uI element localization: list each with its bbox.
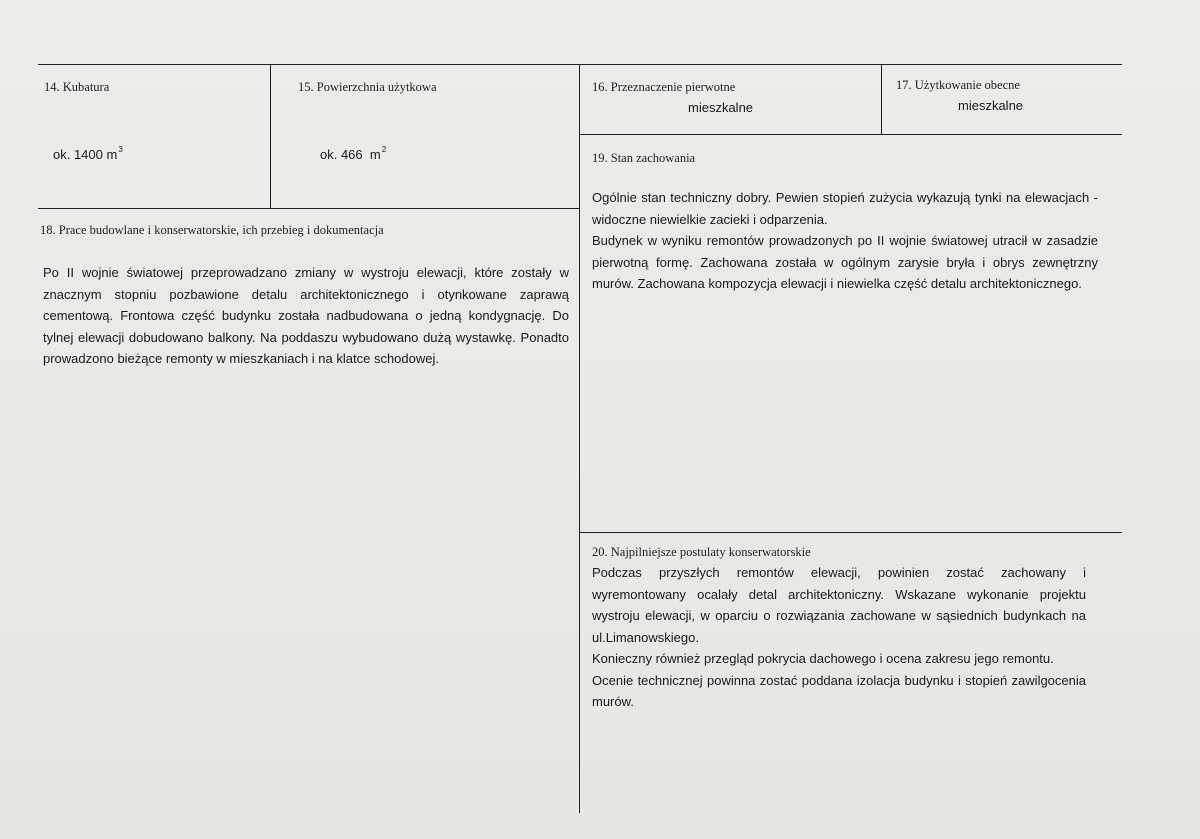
center-divider — [579, 64, 580, 813]
field-16-value: mieszkalne — [688, 100, 754, 115]
field-18-text: Po II wojnie światowej przeprowadzano zmiany w wystroju elewacji, które zostały w znacznym stopniu pozbawione detalu architektonicznego i otynkowane zaprawą cementową. Frontowa część budynku została nadbudowana o jedną kondygnację. Do tylnej elewacji dobudowano balkony. Na poddaszu wybudowano dużą wystawkę. Ponadto prowadzono bieżące remonty w mieszkaniach i na klatce schodowej. — [43, 265, 569, 366]
field-15-label: 15. Powierzchnia użytkowa — [298, 80, 437, 94]
field-19-label: 19. Stan zachowania — [592, 151, 696, 165]
field-17-value: mieszkalne — [958, 98, 1024, 113]
divider-14-15 — [270, 64, 271, 209]
divider-16-17 — [881, 64, 882, 135]
field-19-paragraph-2: Budynek w wyniku remontów prowadzonych po II wojnie światowej utracił w zasadzie pierwotną formę. Zachowana została w ogólnym zarysie bryła i obrys zewnętrzny murów. Zachowana kompozycja elewacji i niewielka część detalu architektonicznego. — [592, 233, 1098, 291]
field-20-text — [592, 562, 1086, 713]
field-14-value — [53, 145, 123, 162]
field-15-value-text: ok. 466 m — [320, 147, 381, 162]
field-16-label: 16. Przeznaczenie pierwotne — [592, 80, 736, 94]
field-14-label: 14. Kubatura — [44, 80, 110, 94]
top-border-line — [38, 64, 1122, 65]
field-20-label: 20. Najpilniejsze postulaty konserwatorskie — [592, 545, 811, 559]
field-14-value-text: ok. 1400 m — [53, 147, 118, 162]
field-17-label: 17. Użytkowanie obecne — [896, 78, 1020, 92]
field-18-label: 18. Prace budowlane i konserwatorskie, ich przebieg i dokumentacja — [40, 223, 384, 237]
field-20-paragraph-1: Podczas przyszłych remontów elewacji, powinien zostać zachowany i wyremontowany ocalały detal architektoniczny. Wskazane wykonanie projektu wystroju elewacji, w oparciu o rozwiązania zachowane w sąsiednich budynkach na ul.Limanowskiego. — [592, 565, 1086, 645]
field-15-unit-exponent: 2 — [381, 145, 387, 154]
line-under-14-15 — [38, 208, 579, 209]
field-19-text — [592, 187, 1098, 295]
line-above-20 — [579, 532, 1122, 533]
field-14-unit-exponent: 3 — [118, 145, 123, 154]
line-under-16-17 — [579, 134, 1122, 135]
field-20-paragraph-3: Ocenie technicznej powinna zostać poddana izolacja budynku i stopień zawilgocenia murów. — [592, 672, 1086, 709]
field-20-paragraph-2: Konieczny również przegląd pokrycia dachowego i ocena zakresu jego remontu. — [592, 651, 1054, 666]
field-19-paragraph-1: Ogólnie stan techniczny dobry. Pewien stopień zużycia wykazują tynki na elewacjach - widoczne niewielkie zacieki i odparzenia. — [592, 190, 1098, 227]
field-15-value — [320, 145, 386, 162]
